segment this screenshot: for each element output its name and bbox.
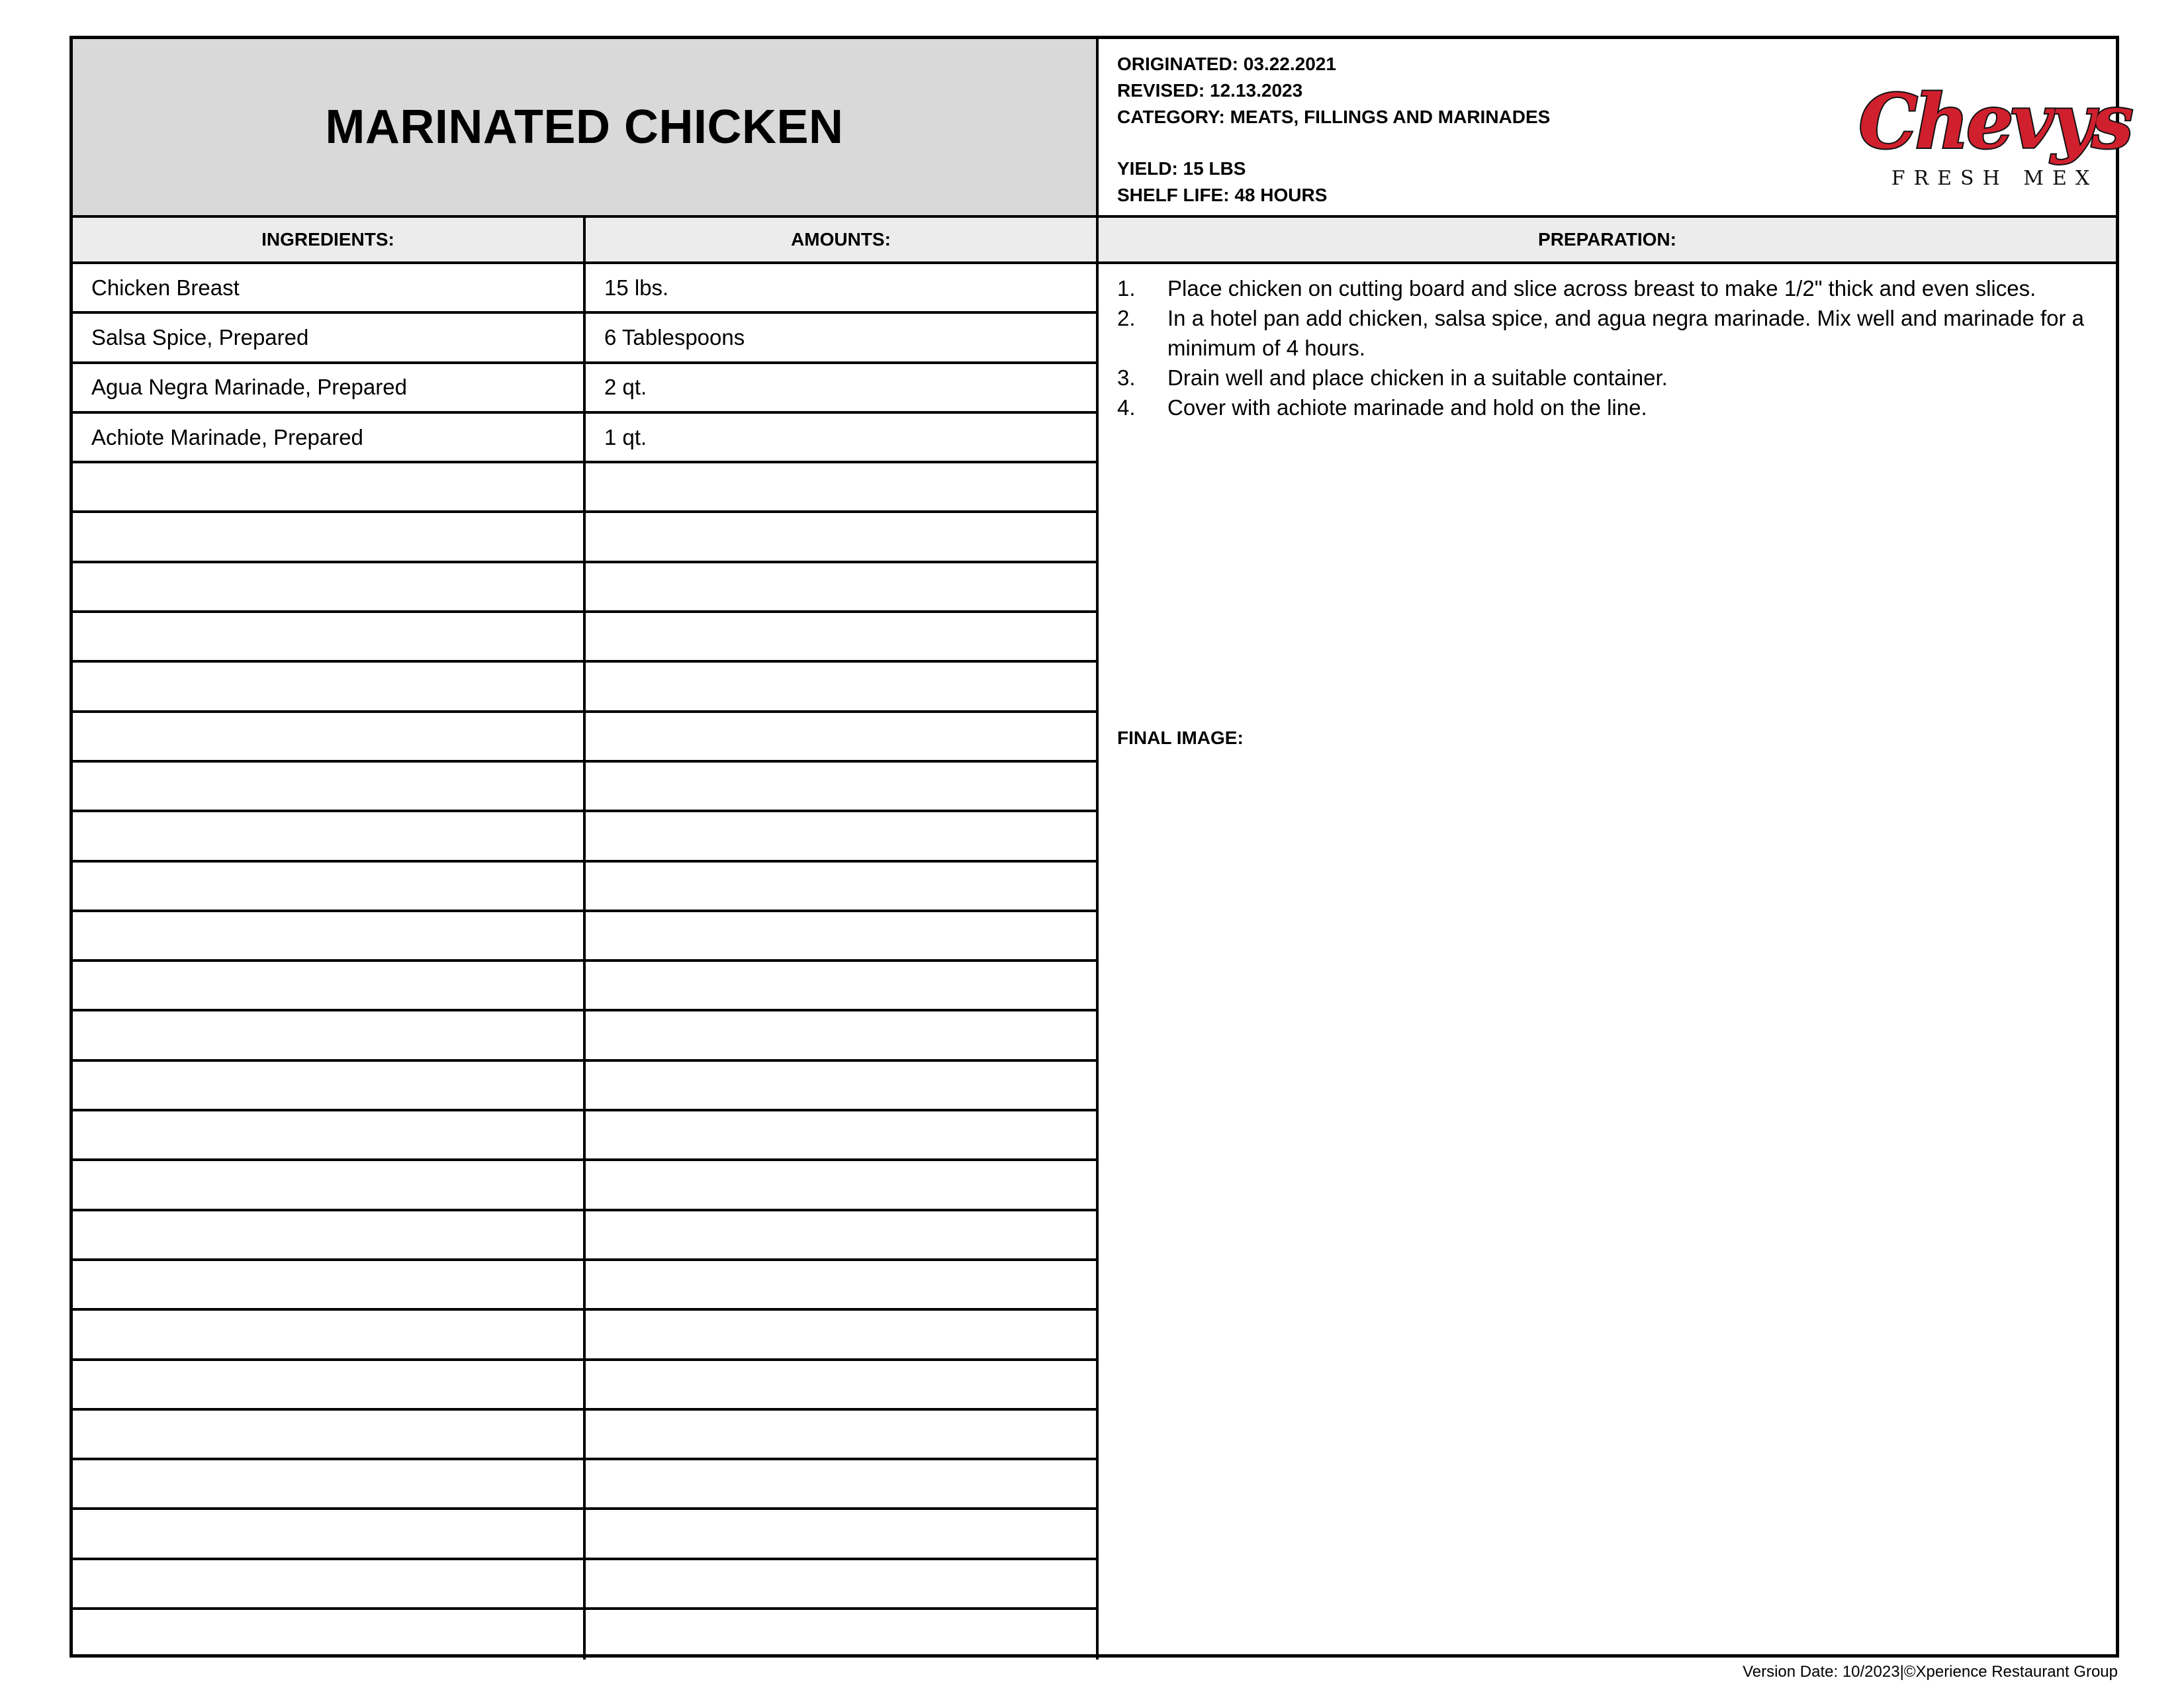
logo-tagline: FRESH MEX bbox=[1891, 167, 2099, 190]
step-text: Place chicken on cutting board and slice across breast to make 1/2" thick and even slices. bbox=[1167, 276, 2036, 301]
ingredient-amount bbox=[586, 613, 1099, 663]
table-row bbox=[73, 1211, 1099, 1261]
preparation-section bbox=[1099, 264, 2116, 1654]
originated-date: ORIGINATED: 03.22.2021 bbox=[1117, 54, 1336, 74]
table-row bbox=[73, 1411, 1099, 1460]
table-row bbox=[73, 912, 1099, 962]
ingredient-name bbox=[73, 463, 586, 513]
ingredient-name bbox=[73, 1062, 586, 1111]
ingredient-amount bbox=[586, 1460, 1099, 1510]
table-row bbox=[73, 863, 1099, 912]
ingredient-name: Chicken Breast bbox=[73, 264, 586, 314]
table-row bbox=[73, 414, 1099, 463]
step-number: 2. bbox=[1117, 306, 1136, 330]
ingredient-name bbox=[73, 1211, 586, 1261]
ingredient-name bbox=[73, 1510, 586, 1560]
chevys-logo-icon bbox=[1858, 63, 2131, 195]
preparation-steps bbox=[1117, 273, 2096, 422]
ingredient-amount bbox=[586, 863, 1099, 912]
ingredient-amount bbox=[586, 663, 1099, 712]
table-row bbox=[73, 1610, 1099, 1660]
ingredient-amount: 15 lbs. bbox=[586, 264, 1099, 314]
recipe-title: MARINATED CHICKEN bbox=[325, 101, 844, 154]
ingredient-amount bbox=[586, 1261, 1099, 1311]
ingredient-name bbox=[73, 1261, 586, 1311]
ingredient-amount bbox=[586, 1411, 1099, 1460]
ingredient-name bbox=[73, 1460, 586, 1510]
ingredient-amount bbox=[586, 1011, 1099, 1061]
ingredient-amount bbox=[586, 812, 1099, 862]
ingredient-name bbox=[73, 1011, 586, 1061]
step-number: 4. bbox=[1117, 395, 1136, 420]
step-text: In a hotel pan add chicken, salsa spice, and agua negra marinade. Mix well and marinade for a minimum of 4 hours. bbox=[1167, 306, 2085, 360]
ingredient-name bbox=[73, 1610, 586, 1660]
list-item bbox=[1117, 303, 2096, 363]
table-row bbox=[73, 1460, 1099, 1510]
ingredients-header: INGREDIENTS: bbox=[73, 218, 586, 264]
table-row bbox=[73, 1261, 1099, 1311]
preparation-header: PREPARATION: bbox=[1099, 218, 2116, 264]
ingredient-name bbox=[73, 663, 586, 712]
table-row bbox=[73, 513, 1099, 563]
shelf-life: SHELF LIFE: 48 HOURS bbox=[1117, 185, 1328, 205]
recipe-card bbox=[69, 36, 2131, 1658]
ingredient-amount bbox=[586, 1361, 1099, 1411]
table-row bbox=[73, 314, 1099, 363]
ingredient-name bbox=[73, 513, 586, 563]
ingredient-amount bbox=[586, 1510, 1099, 1560]
ingredient-name bbox=[73, 1111, 586, 1161]
final-image-label: FINAL IMAGE: bbox=[1117, 727, 1244, 748]
table-row bbox=[73, 812, 1099, 862]
ingredient-amount: 6 Tablespoons bbox=[586, 314, 1099, 363]
ingredient-amount bbox=[586, 912, 1099, 962]
title-cell bbox=[73, 39, 1099, 218]
table-row bbox=[73, 1062, 1099, 1111]
recipe-meta bbox=[1099, 39, 2131, 218]
ingredient-amount bbox=[586, 1211, 1099, 1261]
ingredient-amount bbox=[586, 1062, 1099, 1111]
step-number: 1. bbox=[1117, 276, 1136, 301]
table-row bbox=[73, 1510, 1099, 1560]
ingredient-name bbox=[73, 912, 586, 962]
ingredient-amount: 2 qt. bbox=[586, 364, 1099, 414]
ingredient-name bbox=[73, 563, 586, 613]
table-row bbox=[73, 364, 1099, 414]
table-row bbox=[73, 1560, 1099, 1610]
step-text: Drain well and place chicken in a suitable container. bbox=[1167, 365, 1668, 390]
table-row bbox=[73, 1011, 1099, 1061]
ingredient-name bbox=[73, 1311, 586, 1360]
ingredient-name bbox=[73, 1411, 586, 1460]
ingredient-name bbox=[73, 1161, 586, 1211]
step-number: 3. bbox=[1117, 365, 1136, 390]
ingredient-name bbox=[73, 763, 586, 812]
ingredient-name: Agua Negra Marinade, Prepared bbox=[73, 364, 586, 414]
table-row bbox=[73, 1311, 1099, 1360]
ingredient-name bbox=[73, 863, 586, 912]
ingredient-amount bbox=[586, 563, 1099, 613]
table-row bbox=[73, 613, 1099, 663]
list-item bbox=[1117, 393, 2096, 422]
ingredient-amount bbox=[586, 513, 1099, 563]
list-item bbox=[1117, 273, 2096, 303]
ingredient-amount: 1 qt. bbox=[586, 414, 1099, 463]
ingredient-name bbox=[73, 713, 586, 763]
table-row bbox=[73, 663, 1099, 712]
logo-wordmark: Chevys bbox=[1858, 79, 2131, 165]
revised-date: REVISED: 12.13.2023 bbox=[1117, 80, 1303, 101]
ingredient-name bbox=[73, 613, 586, 663]
table-row bbox=[73, 1161, 1099, 1211]
yield: YIELD: 15 LBS bbox=[1117, 158, 1246, 179]
list-item bbox=[1117, 363, 2096, 393]
ingredient-amount bbox=[586, 1311, 1099, 1360]
category: CATEGORY: MEATS, FILLINGS AND MARINADES bbox=[1117, 107, 1551, 127]
ingredient-amount bbox=[586, 1111, 1099, 1161]
ingredient-name bbox=[73, 1361, 586, 1411]
ingredient-name bbox=[73, 1560, 586, 1610]
version-footer: Version Date: 10/2023|©Xperience Restaurant Group bbox=[1743, 1663, 2118, 1681]
table-row bbox=[73, 962, 1099, 1011]
table-row bbox=[73, 264, 1099, 314]
ingredient-name: Salsa Spice, Prepared bbox=[73, 314, 586, 363]
table-row bbox=[73, 1111, 1099, 1161]
table-row bbox=[73, 763, 1099, 812]
amounts-header: AMOUNTS: bbox=[586, 218, 1099, 264]
ingredient-amount bbox=[586, 1161, 1099, 1211]
ingredient-name bbox=[73, 962, 586, 1011]
table-row bbox=[73, 713, 1099, 763]
table-row bbox=[73, 1361, 1099, 1411]
step-text: Cover with achiote marinade and hold on the line. bbox=[1167, 395, 1647, 420]
table-row bbox=[73, 563, 1099, 613]
ingredient-name: Achiote Marinade, Prepared bbox=[73, 414, 586, 463]
ingredient-amount bbox=[586, 763, 1099, 812]
ingredient-amount bbox=[586, 1560, 1099, 1610]
ingredient-amount bbox=[586, 1610, 1099, 1660]
table-row bbox=[73, 463, 1099, 513]
ingredient-name bbox=[73, 812, 586, 862]
ingredient-amount bbox=[586, 962, 1099, 1011]
ingredient-amount bbox=[586, 713, 1099, 763]
ingredients-table bbox=[73, 264, 1099, 1660]
ingredient-amount bbox=[586, 463, 1099, 513]
